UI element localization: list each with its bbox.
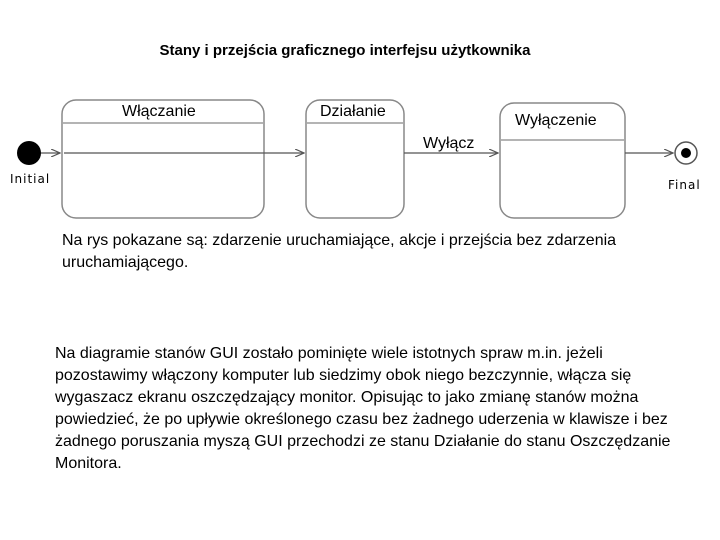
- transition-label-wylacz: Wyłącz: [423, 135, 475, 152]
- initial-node: [17, 141, 41, 165]
- final-node-inner: [681, 148, 691, 158]
- state-label-wylaczenie: Wyłączenie: [515, 112, 597, 129]
- diagram-title: Stany i przejścia graficznego interfejsu użytkownika: [159, 42, 531, 59]
- initial-label: Initial: [10, 172, 51, 186]
- state-label-wlaczanie: Włączanie: [122, 103, 196, 120]
- final-label: Final: [668, 178, 701, 192]
- paragraph-1: Na rys pokazane są: zdarzenie uruchamiające, akcje i przejścia bez zdarzenia uruchamiającego.: [62, 232, 617, 271]
- state-label-dzialanie: Działanie: [320, 103, 386, 120]
- paragraph-2: Na diagramie stanów GUI zostało pominięte wiele istotnych spraw m.in. jeżeli pozostawimy włączony komputer lub siedzimy obok niego bezczynnie, włącza się wygaszacz ekranu oszczędzający monitor. Opisując to jako zmianę stanów można powiedzieć, że po upływie określonego czasu bez żadnego uderzenia w klawisze i bez żadnego poruszania myszą GUI przechodzi ze stanu Działanie do stanu Oszczędzanie Monitora.: [55, 345, 671, 472]
